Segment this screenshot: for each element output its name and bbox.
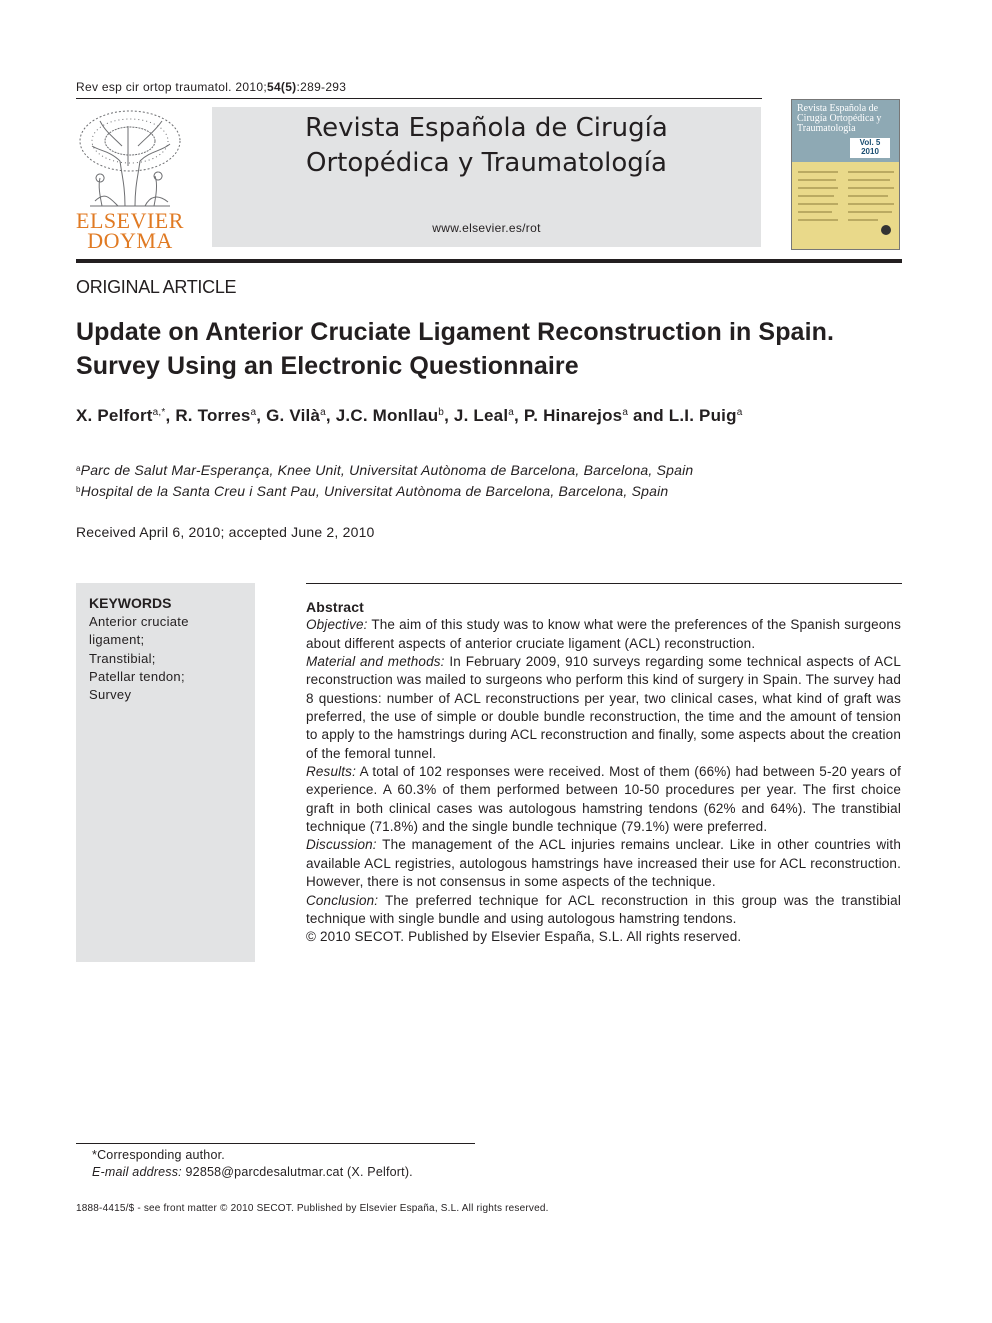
author-name: J. Leal <box>453 406 509 425</box>
citation-volume: 54(5) <box>266 80 297 94</box>
abstract-section <box>306 653 901 763</box>
keyword-line: Survey <box>89 687 132 703</box>
abstract-section-text: The management of the ACL injuries remains unclear. Like in other countries with available ACL registries, autologous hamstrings have increased their use for ACL reconstruction. However, there is not consensus in some aspects of the technique. <box>306 837 901 890</box>
author-separator: , <box>444 406 454 425</box>
cover-header-band <box>792 100 899 162</box>
author-affiliation-mark: a <box>320 407 326 418</box>
author-name: G. Vilà <box>266 406 321 425</box>
author-affiliation-mark: a <box>250 407 257 418</box>
author-separator: , <box>256 406 267 425</box>
footer-issn-line: 1888-4415/$ - see front matter © 2010 SECOT. Published by Elsevier España, S.L. All rights reserved. <box>76 1203 549 1214</box>
affiliation-mark: b <box>76 485 81 494</box>
cover-contents-lines-icon <box>798 168 894 238</box>
abstract-section-label: Material and methods: <box>306 654 445 670</box>
abstract-body <box>306 598 901 947</box>
logo-doyma-text: DOYMA <box>87 228 173 253</box>
cover-badge: Vol. 5 2010 <box>850 138 890 158</box>
abstract-heading: Abstract <box>306 599 364 615</box>
journal-title <box>212 111 761 181</box>
abstract-section <box>306 763 901 836</box>
affiliation-text: Hospital de la Santa Creu i Sant Pau, Universitat Autònoma de Barcelona, Barcelona, Spain <box>80 483 669 499</box>
author-name: L.I. Puig <box>668 406 737 425</box>
logo-elsevier-text: ELSEVIER <box>76 208 184 233</box>
article-title <box>76 315 906 383</box>
keywords-heading: KEYWORDS <box>89 595 172 611</box>
received-dates: Received April 6, 2010; accepted June 2, 2010 <box>76 524 375 540</box>
affiliation-text: Parc de Salut Mar-Esperança, Knee Unit, Universitat Autònoma de Barcelona, Barcelona, Spain <box>80 462 694 478</box>
author-affiliation-mark: a <box>622 407 629 418</box>
elsevier-tree-icon <box>70 106 190 216</box>
author-separator: and <box>628 406 669 425</box>
abstract-section-label: Objective: <box>306 617 368 633</box>
citation-pages: :289-293 <box>296 80 347 94</box>
affiliation-item <box>76 480 693 501</box>
abstract-section-label: Results: <box>306 764 356 780</box>
author-name: P. Hinarejos <box>523 406 623 425</box>
author-name: J.C. Monllau <box>335 406 439 425</box>
abstract-section <box>306 836 901 891</box>
email-line <box>92 1164 413 1181</box>
author-separator: , <box>325 406 336 425</box>
abstract-divider <box>306 583 902 584</box>
header-divider <box>76 98 762 99</box>
author-separator: , <box>165 406 176 425</box>
author-name: X. Pelfort <box>76 406 153 425</box>
abstract-section <box>306 892 901 929</box>
email-label: E-mail address: <box>92 1164 182 1179</box>
keywords-panel <box>76 583 255 962</box>
author-affiliation-mark: a <box>736 407 743 418</box>
footnote-divider <box>76 1143 475 1144</box>
author-affiliation-mark: a <box>508 407 515 418</box>
abstract-copyright: © 2010 SECOT. Published by Elsevier España, S.L. All rights reserved. <box>306 929 742 945</box>
keyword-line: Anterior cruciate <box>89 614 189 629</box>
author-affiliation-mark: b <box>438 407 445 418</box>
abstract-section-text: The preferred technique for ACL reconstruction in this group was the transtibial technique with single bundle and using autologous hamstring tendons. <box>306 892 901 926</box>
author-separator: , <box>514 406 524 425</box>
abstract-section-text: A total of 102 responses were received. Most of them (66%) had between 5-20 years of experience. A 60.3% of them performed between 10-50 procedures per year. The first choice graft in both clinical cases was autologous hamstring tendons (62% and 64%). The transtibial technique (71.8%) and the single bundle technique (79.1%) were preferred. <box>306 764 901 835</box>
abstract-section-label: Discussion: <box>306 837 377 853</box>
journal-title-line-1: Revista Española de Cirugía <box>305 113 668 143</box>
abstract-section-text: In February 2009, 910 surveys regarding some technical aspects of ACL reconstruction was mailed to surgeons who perform this kind of surgery in Spain. The survey had 8 questions: number of ACL reconstructions per year, two clinical cases, what kind of graft was preferred, the use of simple or double bundle reconstruction, the time and the amount of tension to apply to the hamstrings during ACL reconstruction and finally, some aspects about the creation of the femoral tunnel. <box>306 654 901 761</box>
author-affiliation-mark: a,* <box>152 407 166 418</box>
journal-cover-thumbnail <box>791 99 900 250</box>
corresponding-author-footnote <box>92 1147 413 1180</box>
keywords-list <box>89 613 189 704</box>
author-name: R. Torres <box>175 406 251 425</box>
corresponding-author-label: *Corresponding author. <box>92 1148 225 1162</box>
abstract-sections <box>306 616 901 928</box>
affiliation-mark: a <box>76 464 81 473</box>
abstract-section-text: The aim of this study was to know what were the preferences of the Spanish surgeons about different aspects of anterior cruciate ligament (ACL) reconstruction. <box>306 617 901 651</box>
cover-title: Revista Española de Cirugía Ortopédica y Traumatología <box>797 103 882 134</box>
email-value[interactable]: 92858@parcdesalutmar.cat (X. Pelfort). <box>181 1164 413 1179</box>
journal-url-link[interactable]: www.elsevier.es/rot <box>432 221 541 235</box>
citation-prefix: Rev esp cir ortop traumatol. 2010; <box>76 80 267 94</box>
article-title-line-2: Survey Using an Electronic Questionnaire <box>76 352 579 380</box>
author-list <box>76 406 742 426</box>
header-thick-divider <box>76 259 902 263</box>
affiliation-list <box>76 459 693 501</box>
section-label: ORIGINAL ARTICLE <box>76 277 237 297</box>
keyword-line: ligament; <box>89 632 145 648</box>
abstract-section <box>306 616 901 653</box>
journal-banner <box>212 107 761 247</box>
journal-citation <box>76 80 346 94</box>
abstract-section-label: Conclusion: <box>306 892 379 908</box>
keyword-line: Patellar tendon; <box>89 668 185 684</box>
elsevier-doyma-logo <box>70 106 190 253</box>
article-title-line-1: Update on Anterior Cruciate Ligament Reconstruction in Spain. <box>76 318 835 346</box>
journal-title-line-2: Ortopédica y Traumatología <box>306 148 667 178</box>
keyword-line: Transtibial; <box>89 650 156 666</box>
affiliation-item <box>76 459 693 480</box>
